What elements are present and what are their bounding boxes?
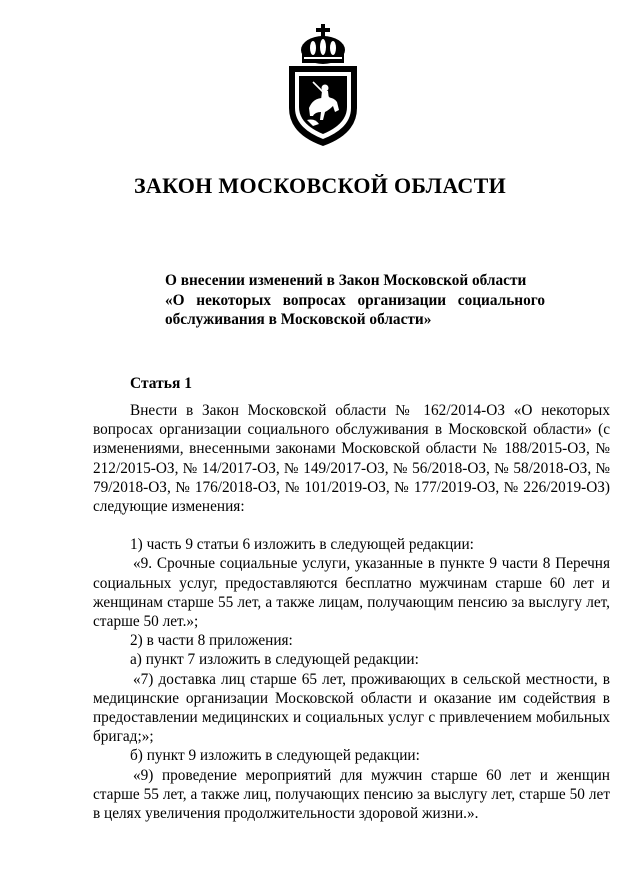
subject-line: обслуживания в Московской области» [165,311,432,328]
subject-line: О внесении изменений в Закон Московской области [165,272,527,289]
article-heading: Статья 1 [130,375,192,392]
moscow-oblast-coat-of-arms-icon [283,20,363,150]
item-2: 2) в части 8 приложения: [130,632,293,650]
subject-line: «О некоторых вопросах организации социального [165,291,545,309]
intro-paragraph: Внести в Закон Московской области № 162/2014-ОЗ «О некоторых вопросах организации социального обслуживания в Московской области» (с изменениями, внесенными законами Московской области № 188/2015-ОЗ, № 212/2015-ОЗ, № 14/2017-ОЗ, № 149/2017-ОЗ, № 56/2018-ОЗ, № 58/2018-ОЗ, № 79/2018-ОЗ, № 176/2018-ОЗ, № 101/2019-ОЗ, № 177/2019-ОЗ, № 226/2019-ОЗ) следующие изменения: [93,402,610,516]
law-title: ЗАКОН МОСКОВСКОЙ ОБЛАСТИ [133,173,507,198]
item-1-text: «9. Срочные социальные услуги, указанные в пункте 9 части 8 Перечня социальных услуг, предоставляются бесплатно мужчинам старше 60 лет и женщинам старше 55 лет, а также лицам, получающим пенсию за выслугу лет, старше 50 лет.»; [93,555,610,631]
law-subject [165,271,545,330]
item-2a-text: «7) доставка лиц старше 65 лет, проживающих в сельской местности, в медицинские организации Московской области и оказание им содействия в предоставлении медицинских и социальных услуг с привлечением мобильных бригад;»; [93,670,610,746]
paragraph-gap [93,516,610,535]
article-body [93,401,610,823]
item-2a: а) пункт 7 изложить в следующей редакции: [130,651,419,669]
item-2b-text: «9) проведение мероприятий для мужчин старше 60 лет и женщин старше 55 лет, а также лиц, получающих пенсию за выслугу лет, старше 50 лет в целях увеличения продолжительности здоровой жизни.». [93,766,610,823]
item-1: 1) часть 9 статьи 6 изложить в следующей редакции: [130,536,474,554]
item-2b: б) пункт 9 изложить в следующей редакции: [130,747,420,765]
